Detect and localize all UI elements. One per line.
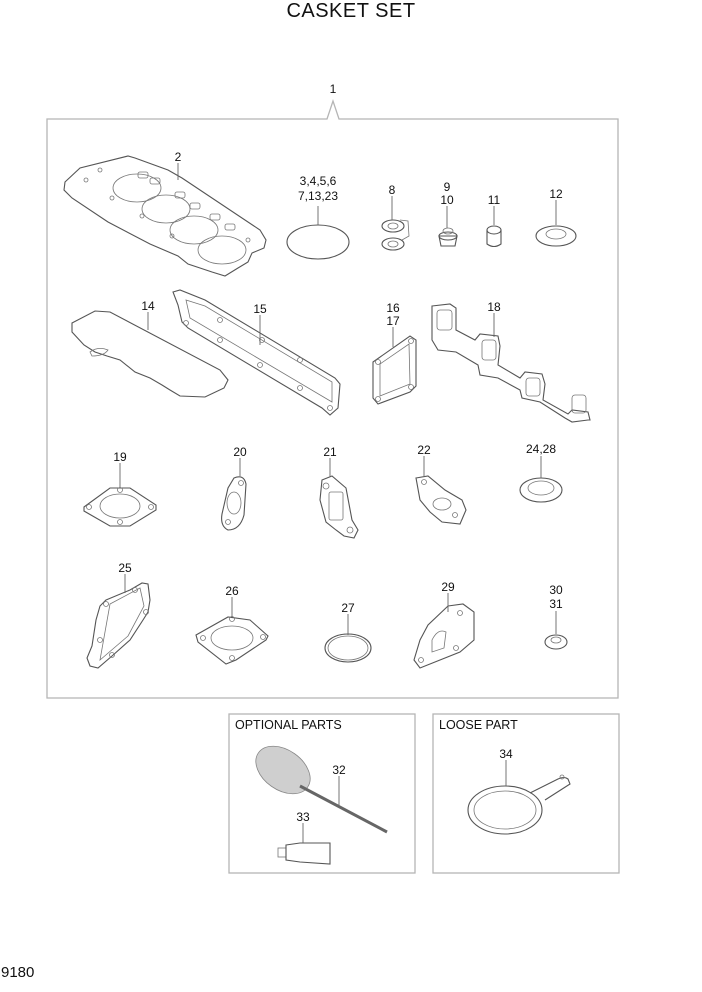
sealant-tube-part[interactable] bbox=[278, 810, 330, 864]
o-ring-large-part[interactable] bbox=[287, 174, 349, 259]
washer-12-part[interactable] bbox=[536, 187, 576, 246]
callout-9: 9 bbox=[443, 180, 451, 194]
callout-22: 22 bbox=[417, 443, 431, 457]
callout-21: 21 bbox=[323, 445, 337, 459]
square-gasket-part[interactable] bbox=[373, 301, 416, 404]
callout-8: 8 bbox=[388, 183, 396, 197]
double-seal-part[interactable] bbox=[382, 183, 409, 250]
washer-24-28-part[interactable] bbox=[520, 442, 562, 502]
callout-33: 33 bbox=[296, 810, 310, 824]
callout-34: 34 bbox=[499, 747, 513, 761]
callout-20: 20 bbox=[233, 445, 247, 459]
callout-11: 11 bbox=[487, 193, 501, 207]
callout-12: 12 bbox=[549, 187, 563, 201]
page-title: CASKET SET bbox=[286, 0, 416, 22]
callout-32: 32 bbox=[332, 763, 346, 777]
head-gasket-part[interactable] bbox=[64, 150, 266, 276]
bushing-part[interactable] bbox=[487, 193, 501, 247]
cover-gasket-29-part[interactable] bbox=[414, 580, 474, 668]
callout-26: 26 bbox=[225, 584, 239, 598]
callout-30: 30 bbox=[549, 583, 563, 597]
valve-seal-part[interactable] bbox=[439, 180, 457, 246]
page-number: 9180 bbox=[1, 964, 35, 981]
brush-part[interactable] bbox=[247, 736, 387, 832]
callout-14: 14 bbox=[141, 299, 155, 313]
callout-16: 16 bbox=[386, 301, 400, 315]
callout-31: 31 bbox=[549, 597, 563, 611]
callout-25: 25 bbox=[118, 561, 132, 575]
callout-1: 1 bbox=[329, 82, 337, 96]
exhaust-manifold-gasket-part[interactable] bbox=[432, 300, 590, 422]
callout-18: 18 bbox=[487, 300, 501, 314]
water-pump-gasket-part[interactable] bbox=[87, 561, 150, 668]
callout-2: 2 bbox=[174, 150, 182, 164]
callout-19: 19 bbox=[113, 450, 127, 464]
callout-29: 29 bbox=[441, 580, 455, 594]
callout-17: 17 bbox=[386, 314, 400, 328]
flange-gasket-26-part[interactable] bbox=[196, 584, 268, 664]
loose-part-box bbox=[433, 714, 619, 873]
o-ring-27-part[interactable] bbox=[325, 601, 371, 662]
callout-27: 27 bbox=[341, 601, 355, 615]
callout-7-13-23: 7,13,23 bbox=[297, 189, 339, 203]
loose-part-label: LOOSE PART bbox=[439, 718, 518, 732]
optional-parts-label: OPTIONAL PARTS bbox=[235, 718, 342, 732]
ring-tab-gasket-part[interactable] bbox=[468, 747, 570, 834]
rect-gasket-21-part[interactable] bbox=[320, 445, 358, 538]
optional-parts-box bbox=[229, 714, 415, 873]
oval-gasket-20-part[interactable] bbox=[222, 445, 247, 530]
pipe-gasket-22-part[interactable] bbox=[416, 443, 466, 524]
callout-15: 15 bbox=[253, 302, 267, 316]
callout-10: 10 bbox=[440, 193, 454, 207]
washer-30-31-part[interactable] bbox=[545, 583, 567, 649]
flange-gasket-19-part[interactable] bbox=[84, 450, 156, 526]
callout-24-28: 24,28 bbox=[525, 442, 557, 456]
callout-3-4-5-6: 3,4,5,6 bbox=[299, 174, 337, 188]
rocker-cover-gasket-part[interactable] bbox=[72, 299, 228, 397]
